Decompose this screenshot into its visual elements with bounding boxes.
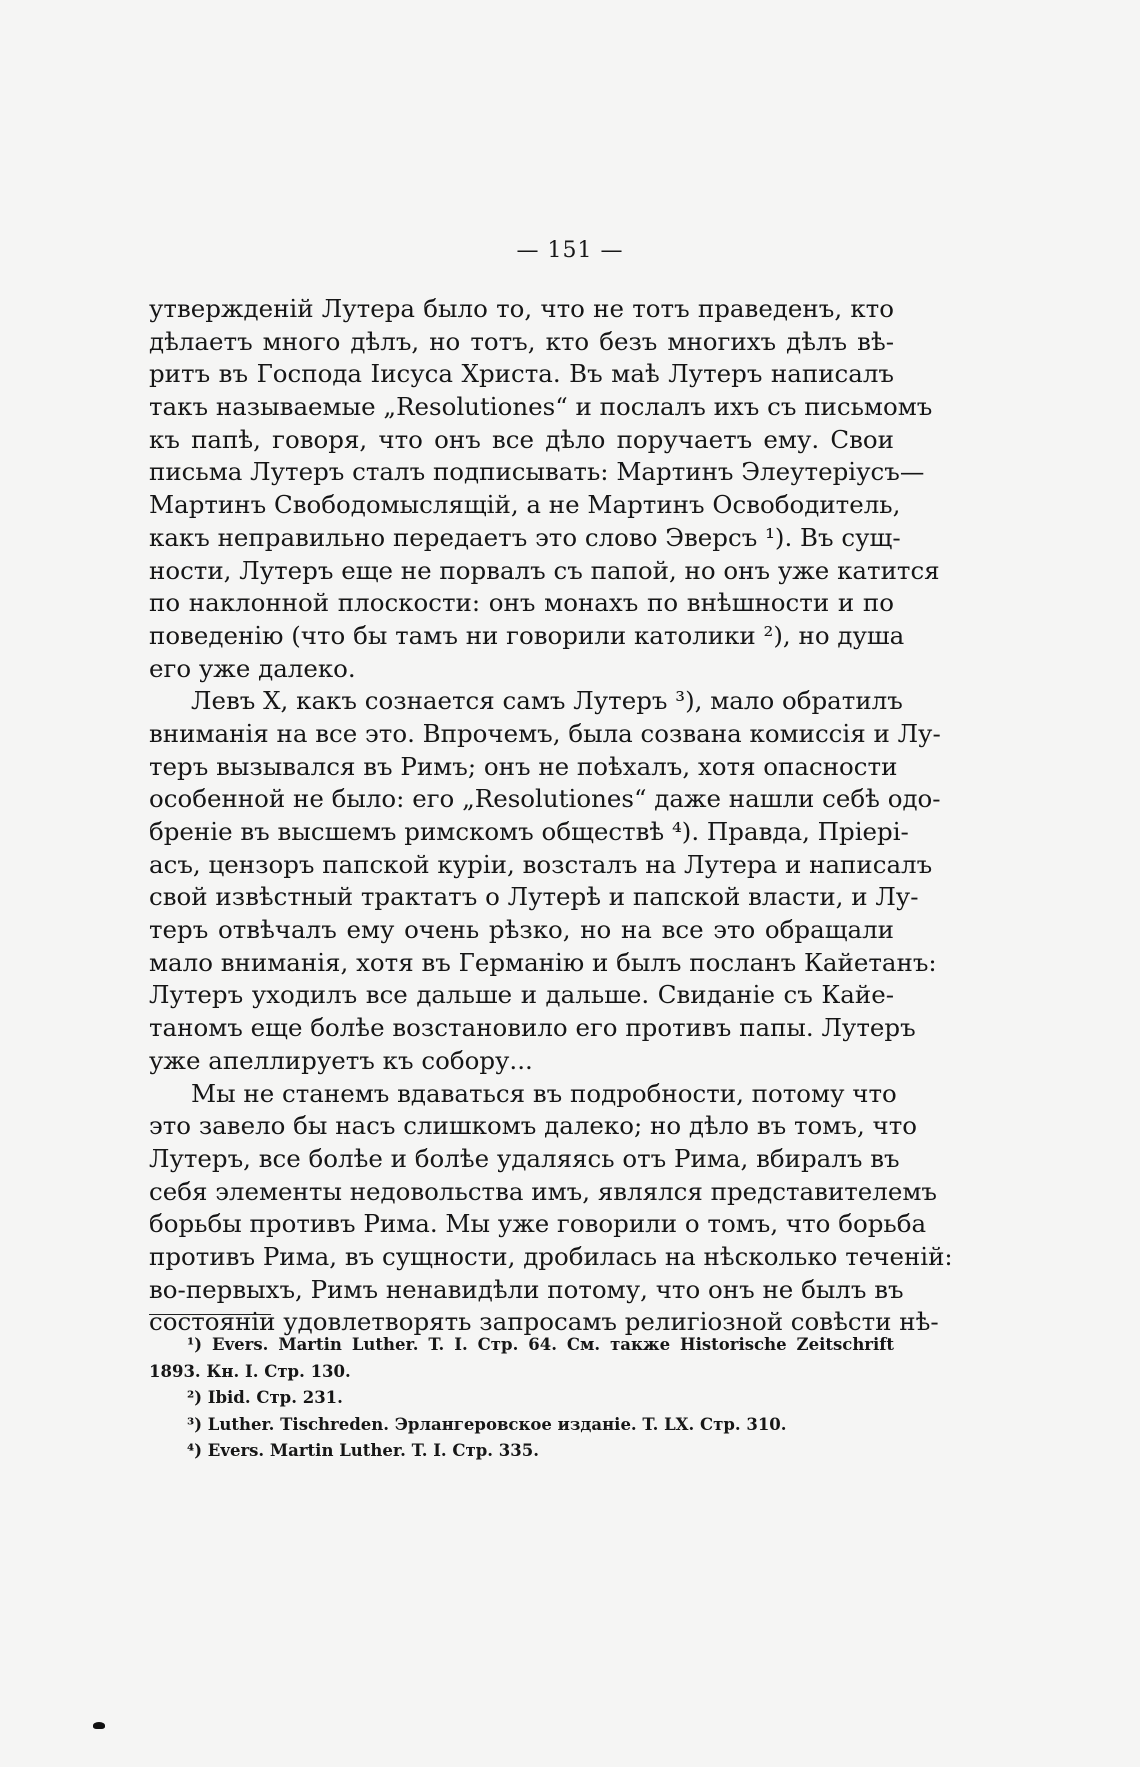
footnotes xyxy=(149,1332,894,1465)
body-text xyxy=(149,293,953,1339)
text-line: письма Лутеръ сталъ подписывать: Мартинъ Элеутеріусъ— xyxy=(149,457,925,487)
text-line: противъ Рима, въ сущности, дробилась на нѣсколько теченій: xyxy=(149,1241,953,1271)
text-line: по наклонной плоскости: онъ монахъ по внѣшности и по xyxy=(149,588,894,618)
text-line: во-первыхъ, Римъ ненавидѣли потому, что онъ не былъ въ xyxy=(149,1274,904,1304)
text-line: себя элементы недовольства имъ, являлся представителемъ xyxy=(149,1176,938,1206)
text-line: Мы не станемъ вдаваться въ подробности, потому что xyxy=(191,1078,897,1108)
text-line: таномъ еще болѣе возстановило его противъ папы. Лутеръ xyxy=(149,1013,916,1043)
text-line: ритъ въ Господа Іисуса Христа. Въ маѣ Лутеръ написалъ xyxy=(149,359,894,389)
footnote-line: ²) Ibid. Стр. 231. xyxy=(187,1388,343,1407)
text-line: Мартинъ Свободомыслящій, а не Мартинъ Освободитель, xyxy=(149,490,901,520)
text-line: какъ неправильно передаетъ это слово Эверсъ ¹). Въ сущ- xyxy=(149,522,901,552)
text-line: Лутеръ уходилъ все дальше и дальше. Свиданіе съ Кайе- xyxy=(149,980,894,1010)
footnote-line: ³) Luther. Tischreden. Эрлангеровское изданіе. T. LX. Стр. 310. xyxy=(187,1414,787,1434)
text-line: вниманія на все это. Впрочемъ, была созвана комиссія и Лу- xyxy=(149,718,941,748)
text-line: дѣлаетъ много дѣлъ, но тотъ, кто безъ многихъ дѣлъ вѣ- xyxy=(149,326,894,356)
text-line: свой извѣстный трактатъ о Лутерѣ и папской власти, и Лу- xyxy=(149,882,919,912)
ink-blot xyxy=(93,1722,105,1729)
text-line: поведенію (что бы тамъ ни говорили католики ²), но душа xyxy=(149,620,905,650)
text-line: асъ, цензоръ папской куріи, возсталъ на Лутера и написалъ xyxy=(149,849,933,879)
text-line: его уже далеко. xyxy=(149,653,356,683)
text-line: теръ отвѣчалъ ему очень рѣзко, но на все это обращали xyxy=(149,915,894,945)
footnote-line: ¹) Evers. Martin Luther. T. I. Стр. 64. См. также Historische Zeitschrift xyxy=(187,1335,894,1354)
text-line: утвержденій Лутера было то, что не тотъ праведенъ, кто xyxy=(149,294,894,323)
text-line: къ папѣ, говоря, что онъ все дѣло поручаетъ ему. Свои xyxy=(149,424,894,454)
footnote-line: ⁴) Evers. Martin Luther. T. I. Стр. 335. xyxy=(187,1441,539,1460)
footnote-line: 1893. Кн. I. Стр. 130. xyxy=(149,1361,351,1381)
text-line: теръ вызывался въ Римъ; онъ не поѣхалъ, хотя опасности xyxy=(149,751,898,781)
text-line: уже апеллируетъ къ собору... xyxy=(149,1045,533,1075)
text-line: бреніе въ высшемъ римскомъ обществѣ ⁴). Правда, Пріері- xyxy=(149,817,909,846)
text-line: ности, Лутеръ еще не порвалъ съ папой, но онъ уже катится xyxy=(149,555,940,585)
footnote-separator xyxy=(149,1314,271,1315)
text-line: такъ называемые „Resolutiones“ и послалъ ихъ съ письмомъ xyxy=(149,392,933,422)
text-line: состояніи удовлетворять запросамъ религіозной совѣсти нѣ- xyxy=(149,1307,939,1337)
text-line: мало вниманія, хотя въ Германію и былъ посланъ Кайетанъ: xyxy=(149,947,937,977)
text-line: это завело бы насъ слишкомъ далеко; но дѣло въ томъ, что xyxy=(149,1111,918,1141)
text-line: особенной не было: его „Resolutiones“ даже нашли себѣ одо- xyxy=(149,784,941,814)
text-line: Левъ X, какъ сознается самъ Лутеръ ³), мало обратилъ xyxy=(191,686,903,716)
text-line: Лутеръ, все болѣе и болѣе удаляясь отъ Рима, вбиралъ въ xyxy=(149,1143,900,1173)
text-line: борьбы противъ Рима. Мы уже говорили о томъ, что борьба xyxy=(149,1209,927,1239)
page-number: — 151 — xyxy=(516,238,624,263)
